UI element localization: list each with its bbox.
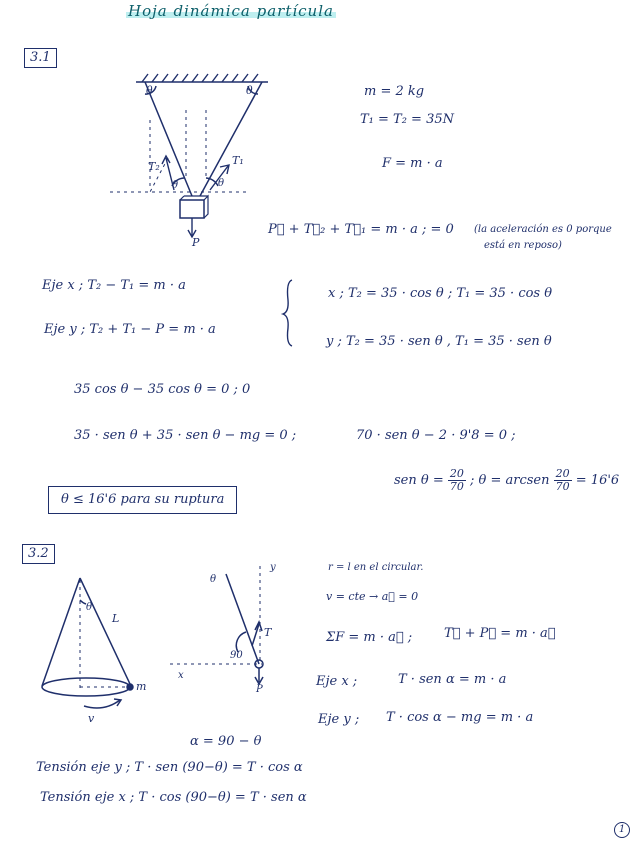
angle-label-left: θ xyxy=(146,84,153,97)
pendulum-y: y xyxy=(270,562,276,573)
vector-equation: P⃗ + T⃗₂ + T⃗₁ = m · a ; = 0 xyxy=(268,222,454,237)
tension-label-t2: T₂ xyxy=(148,160,160,173)
result-box: θ ≤ 16'6 para su ruptura xyxy=(48,486,237,514)
sen-prefix: sen θ = xyxy=(394,473,444,488)
pendulum-tension: T xyxy=(264,626,272,639)
equation-2: 35 · sen θ + 35 · sen θ − mg = 0 ; xyxy=(74,428,297,443)
dashed-lines xyxy=(110,110,250,192)
given-mass: m = 2 kg xyxy=(364,84,425,99)
note-line-2: está en reposo) xyxy=(484,240,562,251)
cone-diagram xyxy=(42,578,133,708)
fraction-1: $\frac{20}{70}$ xyxy=(449,467,464,493)
page-number: 1 xyxy=(614,822,630,838)
note-line-1: (la aceleración es 0 porque xyxy=(474,224,612,235)
pendulum-x: x xyxy=(178,670,184,681)
cone-mass: m xyxy=(136,680,147,693)
cone-length: L xyxy=(112,612,120,625)
vector-sum: T⃗ + P⃗ = m · a⃗ xyxy=(444,626,556,641)
circular-note: r = l en el circular. xyxy=(328,562,424,573)
angle-label-bottom-left: θ xyxy=(172,180,179,191)
eje-x-label-2: Eje x ; xyxy=(316,674,358,689)
eje-y-equation-2: T · cos α − mg = m · a xyxy=(386,710,534,725)
tension-eje-y: Tensión eje y ; T · sen (90−θ) = T · cos α xyxy=(36,760,303,775)
given-tensions: T₁ = T₂ = 35N xyxy=(360,112,454,127)
alpha-relation: α = 90 − θ xyxy=(190,734,262,749)
weight-label: P xyxy=(192,236,200,249)
section-label-3-2: 3.2 xyxy=(22,544,55,564)
tension-label-t1: T₁ xyxy=(232,154,244,167)
component-x: x ; T₂ = 35 · cos θ ; T₁ = 35 · cos θ xyxy=(328,286,553,301)
given-newton: F = m · a xyxy=(382,156,443,171)
ceiling xyxy=(136,74,268,82)
eje-x-equation: Eje x ; T₂ − T₁ = m · a xyxy=(42,278,186,293)
cone-theta: θ xyxy=(86,602,93,613)
velocity-constant: v = cte → a⃗ = 0 xyxy=(326,590,419,603)
brace xyxy=(283,280,292,346)
pendulum-weight: P xyxy=(256,684,263,695)
angle-label-right: θ xyxy=(246,84,253,97)
equation-3: 70 · sen θ − 2 · 9'8 = 0 ; xyxy=(356,428,516,443)
angle-label-bottom-right: θ xyxy=(218,178,225,189)
eje-y-equation: Eje y ; T₂ + T₁ − P = m · a xyxy=(44,322,216,337)
pendulum-right-angle: 90 xyxy=(230,650,243,661)
equation-1: 35 cos θ − 35 cos θ = 0 ; 0 xyxy=(74,382,251,397)
sen-solution xyxy=(394,468,619,493)
hanging-block xyxy=(180,200,204,218)
page-title: Hoja dinámica partícula xyxy=(128,2,334,20)
eje-y-label-2: Eje y ; xyxy=(318,712,360,727)
arcsen-result: = 16'6 xyxy=(575,473,620,488)
weight-arrow xyxy=(188,218,196,237)
cone-velocity: v xyxy=(88,712,95,725)
arcsen-prefix: ; θ = arcsen xyxy=(470,473,550,488)
eje-x-equation-2: T · sen α = m · a xyxy=(398,672,507,687)
pendulum-theta: θ xyxy=(210,574,217,585)
tension-eje-x: Tensión eje x ; T · cos (90−θ) = T · sen α xyxy=(40,790,307,805)
component-y: y ; T₂ = 35 · sen θ , T₁ = 35 · sen θ xyxy=(326,334,552,349)
section-label-3-1: 3.1 xyxy=(24,48,57,68)
strings xyxy=(145,82,262,196)
pendulum-diagram xyxy=(170,566,263,684)
sum-forces: ΣF = m · a⃗ ; xyxy=(326,630,413,645)
fraction-2: $\frac{20}{70}$ xyxy=(555,467,570,493)
